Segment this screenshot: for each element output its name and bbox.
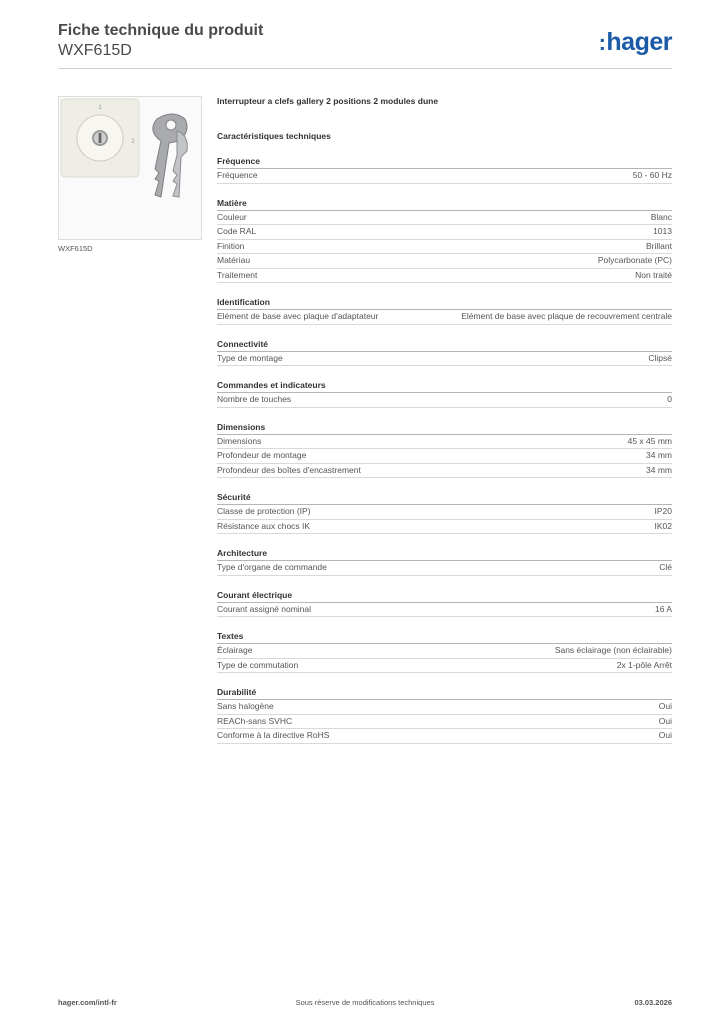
- logo-dots-icon: :: [598, 30, 606, 55]
- spec-value: 34 mm: [646, 464, 672, 475]
- spec-value: Blanc: [650, 211, 672, 222]
- key-switch-illustration: [59, 97, 201, 239]
- spec-row: [217, 169, 672, 184]
- spec-row: [217, 700, 672, 715]
- footer-date: 03.03.2026: [634, 998, 672, 1007]
- key-icon: [153, 114, 187, 197]
- spec-label: Résistance aux chocs IK: [217, 520, 311, 531]
- section-title: Commandes et indicateurs: [217, 379, 672, 393]
- spec-row: [217, 225, 672, 240]
- spec-value: 45 x 45 mm: [627, 435, 672, 446]
- spec-label: Classe de protection (IP): [217, 506, 311, 516]
- position-label-2: 2: [131, 139, 135, 145]
- spec-label: Type de commutation: [217, 659, 299, 670]
- spec-row: [217, 715, 672, 730]
- spec-label: Type de montage: [217, 352, 283, 363]
- spec-value: 16 A: [654, 603, 672, 614]
- spec-section: [217, 197, 672, 284]
- footer-website-link[interactable]: hager.com/intl-fr: [58, 998, 117, 1007]
- spec-label: Nombre de touches: [217, 394, 292, 404]
- spec-section: [217, 630, 672, 673]
- section-title: Fréquence: [217, 155, 672, 169]
- spec-label: Sans halogène: [217, 701, 274, 711]
- section-title: Connectivité: [217, 338, 672, 352]
- product-reference: WXF615D: [58, 42, 132, 59]
- spec-row: [217, 505, 672, 520]
- spec-label: Éclairage: [217, 645, 253, 655]
- section-title: Textes: [217, 630, 672, 644]
- spec-row: [217, 393, 672, 408]
- footer-disclaimer: Sous réserve de modifications techniques: [295, 998, 435, 1007]
- spec-section: [217, 547, 672, 576]
- spec-value: 50 - 60 Hz: [632, 170, 672, 180]
- spec-value: Oui: [658, 730, 672, 740]
- spec-section: [217, 491, 672, 534]
- spec-value: 0: [667, 394, 672, 404]
- section-title: Identification: [217, 296, 672, 310]
- page-header: [58, 21, 672, 61]
- spec-value: 1013: [653, 226, 672, 236]
- page-title: Fiche technique du produit: [58, 22, 264, 39]
- spec-label: REACh-sans SVHC: [217, 715, 293, 726]
- spec-label: Elément de base avec plaque d'adaptateur: [217, 311, 379, 321]
- spec-value: Clé: [659, 562, 672, 572]
- spec-section: [217, 338, 672, 367]
- spec-row: [217, 240, 672, 255]
- section-title: Sécurité: [217, 491, 672, 505]
- spec-label: Type d'organe de commande: [217, 562, 327, 572]
- spec-row: [217, 659, 672, 674]
- spec-section: [217, 589, 672, 618]
- logo-text: hager: [606, 28, 672, 56]
- spec-label: Profondeur de montage: [217, 450, 307, 460]
- spec-row: [217, 603, 672, 618]
- spec-value: Polycarbonate (PC): [597, 255, 672, 265]
- spec-row: [217, 449, 672, 464]
- spec-value: Clipsé: [648, 352, 672, 363]
- spec-sections: [217, 155, 672, 744]
- spec-row: [217, 644, 672, 659]
- specifications: [217, 95, 672, 744]
- spec-value: Non traité: [635, 269, 672, 280]
- spec-label: Traitement: [217, 269, 258, 280]
- spec-row: [217, 729, 672, 744]
- spec-label: Fréquence: [217, 170, 258, 180]
- spec-row: [217, 520, 672, 535]
- position-label-1: 1: [98, 105, 102, 111]
- spec-section: [217, 155, 672, 184]
- product-image: [58, 96, 202, 240]
- spec-value: Sans éclairage (non éclairable): [554, 645, 672, 655]
- spec-section: [217, 379, 672, 408]
- spec-section: [217, 686, 672, 744]
- spec-value: 2x 1-pôle Arrêt: [616, 659, 672, 670]
- spec-value: Brillant: [646, 240, 672, 251]
- spec-row: [217, 211, 672, 226]
- spec-label: Couleur: [217, 211, 247, 222]
- hager-logo[interactable]: [599, 28, 672, 57]
- spec-row: [217, 561, 672, 576]
- spec-value: IP20: [654, 506, 672, 516]
- spec-row: [217, 464, 672, 479]
- spec-label: Finition: [217, 240, 245, 251]
- spec-section: [217, 296, 672, 325]
- spec-row: [217, 310, 672, 325]
- section-title: Architecture: [217, 547, 672, 561]
- spec-label: Matériau: [217, 255, 251, 265]
- spec-row: [217, 352, 672, 367]
- spec-section: [217, 421, 672, 479]
- spec-value: 34 mm: [646, 450, 672, 460]
- spec-row: [217, 435, 672, 450]
- section-title: Courant électrique: [217, 589, 672, 603]
- section-title: Durabilité: [217, 686, 672, 700]
- technical-characteristics-title: Caractéristiques techniques: [217, 131, 331, 141]
- spec-value: Oui: [658, 715, 672, 726]
- header-divider: [58, 68, 672, 69]
- spec-label: Courant assigné nominal: [217, 603, 312, 614]
- section-title: Matière: [217, 197, 672, 211]
- spec-value: Oui: [658, 701, 672, 711]
- spec-label: Dimensions: [217, 435, 262, 446]
- image-caption: WXF615D: [58, 244, 93, 253]
- spec-row: [217, 269, 672, 284]
- product-name: Interrupteur a clefs gallery 2 positions 2 modules dune: [217, 96, 439, 106]
- spec-value: Elément de base avec plaque de recouvrement centrale: [461, 311, 672, 321]
- spec-row: [217, 254, 672, 269]
- spec-value: IK02: [654, 520, 672, 531]
- spec-label: Profondeur des boîtes d'encastrement: [217, 464, 361, 475]
- spec-label: Conforme à la directive RoHS: [217, 730, 330, 740]
- spec-label: Code RAL: [217, 226, 257, 236]
- section-title: Dimensions: [217, 421, 672, 435]
